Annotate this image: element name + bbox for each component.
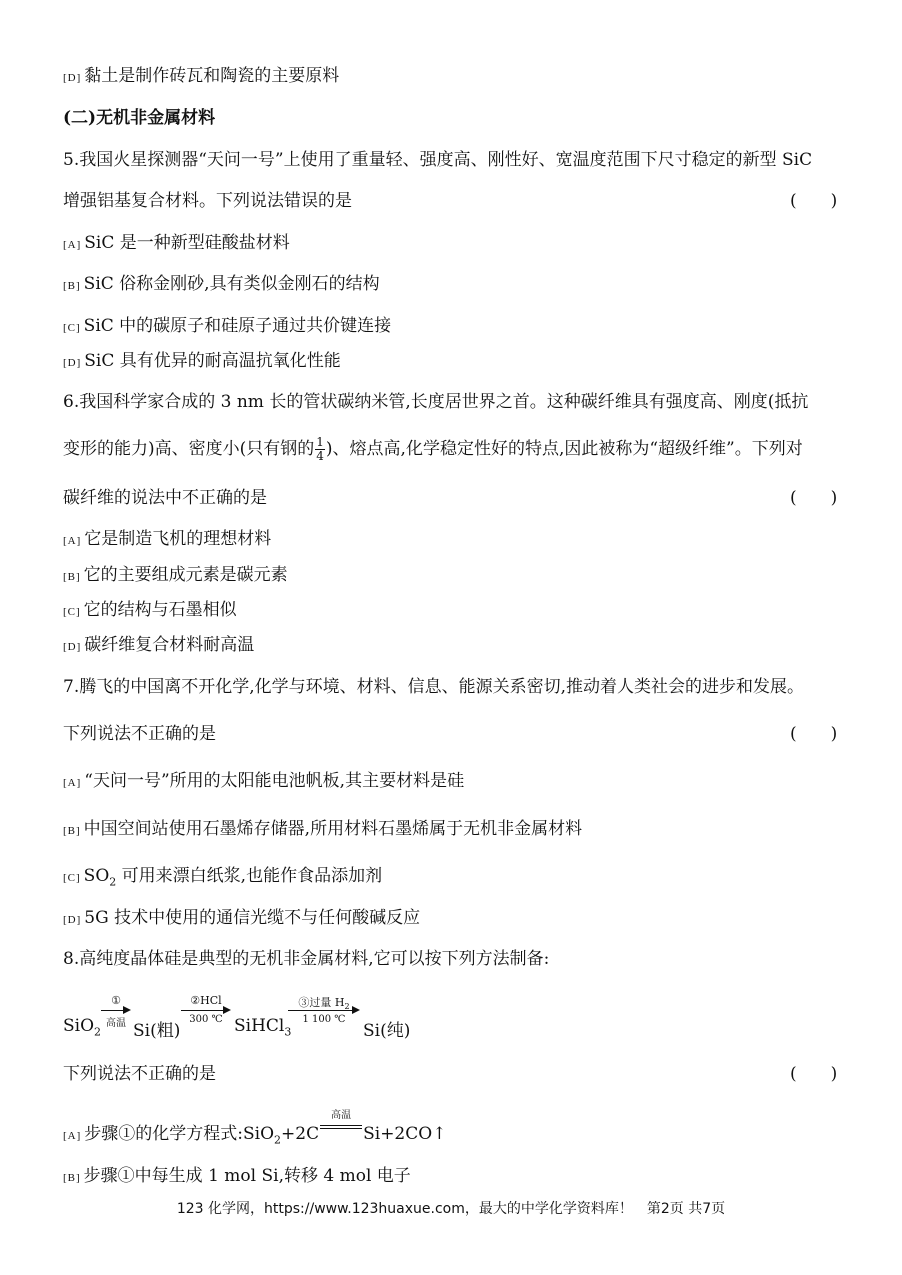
question-6-line-2	[63, 434, 803, 464]
option-7b	[63, 818, 582, 842]
option-tag: [B]	[63, 280, 81, 292]
species-text: SiHCl	[234, 1016, 285, 1036]
option-8a	[63, 1110, 447, 1151]
subscript: 2	[344, 1002, 350, 1012]
subscript: 3	[284, 1025, 292, 1039]
option-text-a: 步骤①的化学方程式:SiO	[84, 1124, 275, 1144]
species-si-pure: Si(纯)	[363, 1021, 411, 1041]
condition-label: 高温	[331, 1110, 352, 1121]
option-tag: [D]	[63, 641, 82, 653]
reaction-scheme	[63, 990, 483, 1040]
question-7-line-2: 下列说法不正确的是	[63, 724, 216, 744]
answer-blank: ( )	[790, 1064, 838, 1084]
option-5d	[63, 350, 341, 374]
question-8-line-1: 8.高纯度晶体硅是典型的无机非金属材料,它可以按下列方法制备:	[63, 949, 550, 969]
species-text: SiO	[63, 1016, 95, 1036]
option-text: 黏土是制作砖瓦和陶瓷的主要原料	[84, 66, 340, 86]
option-tag: [A]	[63, 1130, 82, 1142]
option-text: SiC 中的碳原子和硅原子通过共价键连接	[83, 316, 392, 336]
option-tag: [A]	[63, 777, 82, 789]
option-text: 它的结构与石墨相似	[83, 600, 237, 620]
option-5b	[63, 273, 380, 297]
option-text: SiC 俗称金刚砂,具有类似金刚石的结构	[83, 274, 380, 294]
arrow-condition-bottom: 1 100 ℃	[302, 1014, 346, 1025]
option-tag: [B]	[63, 571, 81, 583]
option-6b	[63, 564, 288, 588]
fraction-numerator: 1	[316, 435, 324, 449]
option-tag: [C]	[63, 322, 81, 334]
option-text-b: +2C	[281, 1124, 320, 1144]
arrow-head-icon	[123, 1006, 131, 1014]
fraction-denominator: 4	[316, 449, 324, 463]
option-tag: [D]	[63, 72, 82, 84]
option-6c	[63, 599, 237, 623]
fraction	[315, 436, 325, 463]
equals-bar	[320, 1128, 362, 1129]
arrow-shaft	[181, 1010, 225, 1011]
equals-sign-with-condition	[319, 1110, 363, 1139]
question-6-text-a: 变形的能力)高、密度小(只有钢的	[63, 439, 315, 459]
condition-text: ③过量 H	[298, 996, 345, 1009]
question-6-line-3: 碳纤维的说法中不正确的是	[63, 488, 267, 508]
subscript: 2	[109, 875, 117, 889]
arrow-shaft	[288, 1010, 354, 1011]
reaction-arrow-3	[288, 994, 360, 1034]
option-text: SiC 是一种新型硅酸盐材料	[84, 233, 290, 253]
species-si-crude: Si(粗)	[133, 1021, 181, 1041]
question-5-line-1: 5.我国火星探测器“天问一号”上使用了重量轻、强度高、刚性好、宽温度范围下尺寸稳定的新型 SiC	[63, 150, 813, 170]
question-6-line-1: 6.我国科学家合成的 3 nm 长的管状碳纳米管,长度居世界之首。这种碳纤维具有强度高、刚度(抵抗	[63, 392, 809, 412]
answer-blank: ( )	[790, 488, 838, 508]
option-text: “天问一号”所用的太阳能电池帆板,其主要材料是硅	[84, 771, 465, 791]
option-text: 碳纤维复合材料耐高温	[84, 635, 255, 655]
option-5c	[63, 315, 391, 339]
equals-bar	[320, 1125, 362, 1126]
answer-blank: ( )	[790, 191, 838, 211]
arrow-condition-top: ②HCl	[190, 994, 222, 1007]
option-tag: [D]	[63, 914, 82, 926]
option-text-a: SO	[83, 866, 110, 886]
species-sihcl3	[234, 1016, 291, 1038]
option-tag: [D]	[63, 357, 82, 369]
option-tag: [B]	[63, 1172, 81, 1184]
option-tag: [A]	[63, 239, 82, 251]
arrow-head-icon	[223, 1006, 231, 1014]
question-6-text-b: )、熔点高,化学稳定性好的特点,因此被称为“超级纤维”。下列对	[325, 439, 803, 459]
arrow-condition-bottom: 300 ℃	[189, 1014, 223, 1025]
option-6a	[63, 528, 271, 552]
arrow-head-icon	[352, 1006, 360, 1014]
option-7a	[63, 770, 464, 794]
question-5-line-2: 增强铝基复合材料。下列说法错误的是	[63, 191, 352, 211]
option-tag: [C]	[63, 606, 81, 618]
option-text: 它的主要组成元素是碳元素	[83, 565, 288, 585]
option-text-b: 可用来漂白纸浆,也能作食品添加剂	[121, 866, 383, 886]
option-text: 中国空间站使用石墨烯存储器,所用材料石墨烯属于无机非金属材料	[83, 819, 583, 839]
option-8b	[63, 1165, 411, 1189]
option-text: 步骤①中每生成 1 mol Si,转移 4 mol 电子	[83, 1166, 411, 1186]
arrow-condition-bottom: 高温	[106, 1018, 126, 1029]
subscript: 2	[274, 1133, 282, 1147]
option-tag: [C]	[63, 872, 81, 884]
option-5a	[63, 232, 290, 256]
species-sio2	[63, 1016, 101, 1038]
question-8-line-2: 下列说法不正确的是	[63, 1064, 216, 1084]
option-text: 它是制造飞机的理想材料	[84, 529, 272, 549]
reaction-arrow-1	[101, 994, 131, 1034]
reaction-arrow-2	[181, 994, 231, 1034]
option-7d	[63, 907, 420, 931]
section-heading: (二)无机非金属材料	[63, 108, 216, 128]
answer-blank: ( )	[790, 724, 838, 744]
option-4d	[63, 65, 339, 89]
option-6d	[63, 634, 254, 658]
question-7-line-1: 7.腾飞的中国离不开化学,化学与环境、材料、信息、能源关系密切,推动着人类社会的进步和发展。	[63, 677, 805, 697]
option-7c	[63, 865, 382, 893]
option-text: 5G 技术中使用的通信光缆不与任何酸碱反应	[84, 908, 421, 928]
arrow-shaft	[101, 1010, 125, 1011]
option-tag: [B]	[63, 825, 81, 837]
subscript: 2	[94, 1025, 102, 1039]
option-text-c: Si+2CO↑	[363, 1124, 447, 1144]
page-footer: 123 化学网，https://www.123huaxue.com，最大的中学化学资料库！ 第2页 共7页	[176, 1201, 726, 1217]
option-tag: [A]	[63, 535, 82, 547]
arrow-condition-top: ①	[111, 994, 121, 1007]
arrow-condition-top	[288, 994, 360, 1011]
option-text: SiC 具有优异的耐高温抗氧化性能	[84, 351, 341, 371]
